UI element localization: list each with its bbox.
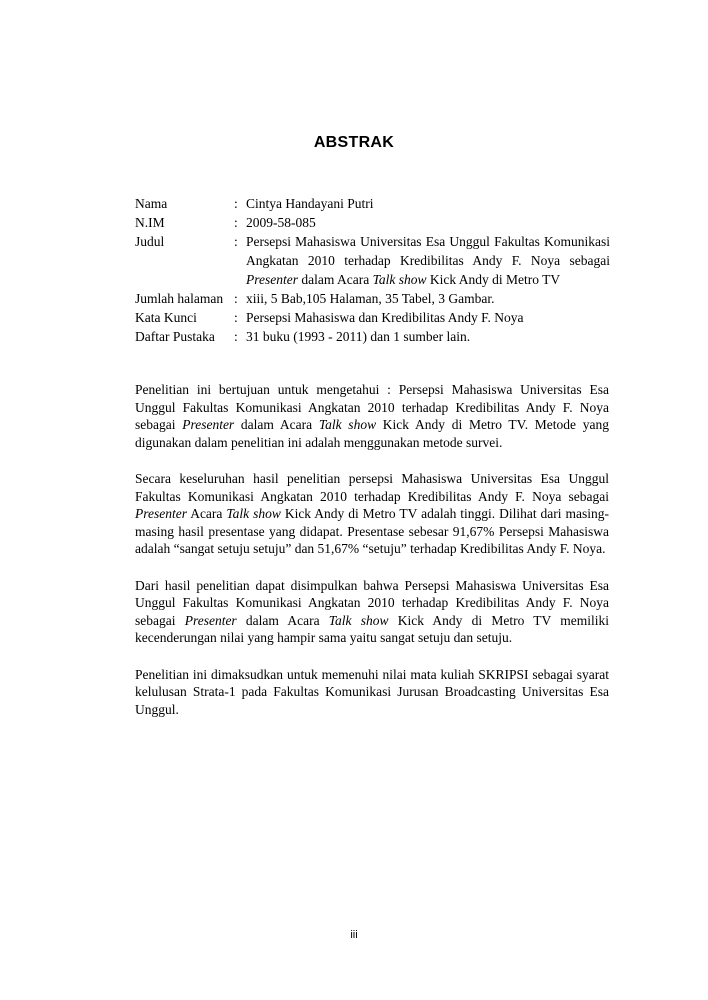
metadata-row-nim — [135, 213, 610, 232]
metadata-row-nama — [135, 194, 610, 213]
italic-term: Talk show — [318, 417, 377, 432]
metadata-label: Judul — [135, 234, 165, 249]
italic-term: Presenter — [182, 417, 235, 432]
metadata-separator: : — [234, 310, 238, 325]
metadata-block — [135, 194, 610, 346]
metadata-row-kata-kunci — [135, 308, 610, 327]
metadata-separator: : — [234, 196, 238, 211]
italic-term: Talk show — [372, 272, 427, 287]
metadata-label: Daftar Pustaka — [135, 329, 215, 344]
italic-term: Presenter — [184, 612, 237, 628]
metadata-value: Persepsi Mahasiswa dan Kredibilitas Andy F. Noya — [246, 310, 524, 325]
abstract-paragraph: Penelitian ini bertujuan untuk mengetahui : Persepsi Mahasiswa Universitas Esa Unggul Fakultas Komunikasi Angkatan 2010 terhadap Kredibilitas Andy F. Noya sebagai Presenter dalam Acara Talk show Kick Andy di Metro TV. Metode yang digunakan dalam penelitian ini adalah menggunakan metode survei. — [135, 382, 609, 450]
thesis-title-value: Persepsi Mahasiswa Universitas Esa Unggul Fakultas Komunikasi Angkatan 2010 terhadap Kredibilitas Andy F. Noya sebagai Presenter dalam Acara Talk show Kick Andy di Metro TV — [246, 234, 610, 287]
abstract-paragraph: Dari hasil penelitian dapat disimpulkan bahwa Persepsi Mahasiswa Universitas Esa Unggul Fakultas Komunikasi Angkatan 2010 terhadap Kredibilitas Andy F. Noya sebagai Presenter dalam Acara Talk show Kick Andy di Metro TV memiliki kecenderungan nilai yang hampir sama yaitu sangat setuju dan setuju. — [135, 577, 610, 645]
page-title: ABSTRAK — [313, 134, 395, 151]
italic-term: Talk show — [226, 506, 281, 521]
page-number: iii — [350, 929, 358, 941]
italic-term: Presenter — [135, 506, 187, 521]
metadata-value: 2009-58-085 — [246, 215, 316, 230]
metadata-row-jumlah-halaman — [135, 289, 610, 308]
metadata-separator: : — [234, 291, 238, 306]
abstract-paragraph: Secara keseluruhan hasil penelitian persepsi Mahasiswa Universitas Esa Unggul Fakultas Komunikasi Angkatan 2010 terhadap Kredibilitas Andy F. Noya sebagai Presenter Acara Talk show Kick Andy di Metro TV adalah tinggi. Dilihat dari masing-masing hasil presentase yang didapat. Presentase sebesar 91,67% Persepsi Mahasiswa adalah “sangat setuju setuju” dan 51,67% “setuju” terhadap Kredibilitas Andy F. Noya. — [135, 471, 609, 556]
metadata-separator: : — [234, 215, 238, 230]
metadata-value: 31 buku (1993 - 2011) dan 1 sumber lain. — [246, 329, 471, 344]
metadata-label: Kata Kunci — [135, 310, 197, 325]
italic-term: Presenter — [246, 272, 298, 287]
metadata-label: N.IM — [135, 215, 165, 230]
metadata-row-judul — [135, 232, 610, 289]
metadata-row-daftar-pustaka — [135, 327, 610, 346]
abstract-paragraph: Penelitian ini dimaksudkan untuk memenuhi nilai mata kuliah SKRIPSI sebagai syarat kelulusan Strata-1 pada Fakultas Komunikasi Jurusan Broadcasting Universitas Esa Unggul. — [135, 666, 609, 717]
metadata-separator: : — [234, 329, 238, 344]
abstract-body — [135, 381, 609, 737]
metadata-value: Cintya Handayani Putri — [246, 196, 374, 211]
italic-term: Talk show — [328, 612, 389, 628]
metadata-separator: : — [234, 234, 238, 249]
metadata-label: Jumlah halaman — [135, 291, 224, 306]
metadata-label: Nama — [135, 196, 168, 211]
metadata-value: xiii, 5 Bab,105 Halaman, 35 Tabel, 3 Gambar. — [246, 291, 495, 306]
